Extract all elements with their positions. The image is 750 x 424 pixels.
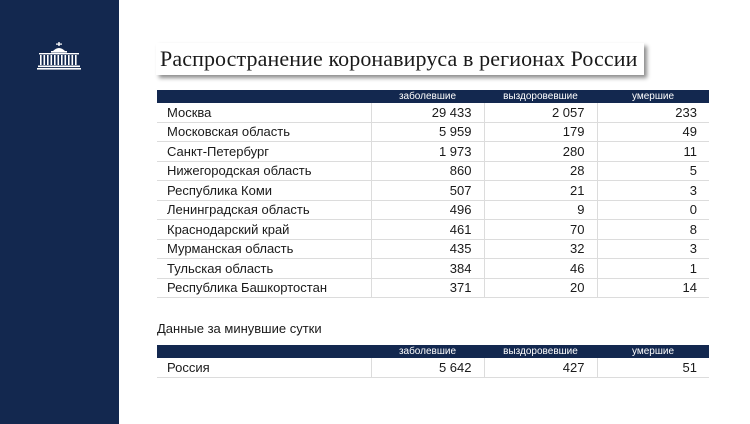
- recovered-cell: 70: [484, 220, 597, 240]
- table-row: [157, 259, 709, 279]
- table-row: [157, 239, 709, 259]
- region-name-cell: Ленинградская область: [157, 200, 371, 220]
- table-row: [157, 122, 709, 142]
- table-row: [157, 358, 709, 377]
- region-name-cell: Россия: [157, 358, 371, 377]
- cases-cell: 5 642: [371, 358, 484, 377]
- recovered-cell: 9: [484, 200, 597, 220]
- header-region: [157, 90, 371, 103]
- table-row: [157, 142, 709, 162]
- deaths-cell: 233: [597, 103, 709, 122]
- regions-table: [157, 90, 709, 298]
- deaths-cell: 11: [597, 142, 709, 162]
- header-cases: заболевшие: [371, 90, 484, 103]
- region-name-cell: Краснодарский край: [157, 220, 371, 240]
- deaths-cell: 51: [597, 358, 709, 377]
- deaths-cell: 3: [597, 239, 709, 259]
- region-name-cell: Тульская область: [157, 259, 371, 279]
- deaths-cell: 49: [597, 122, 709, 142]
- daily-header-row: [157, 345, 709, 358]
- government-building-icon: [37, 42, 81, 70]
- table-row: [157, 200, 709, 220]
- region-name-cell: Санкт-Петербург: [157, 142, 371, 162]
- header-deaths: умершие: [597, 90, 709, 103]
- recovered-cell: 179: [484, 122, 597, 142]
- cases-cell: 507: [371, 181, 484, 201]
- recovered-cell: 32: [484, 239, 597, 259]
- table-row: [157, 278, 709, 298]
- table-row: [157, 220, 709, 240]
- header-deaths: умершие: [597, 345, 709, 358]
- recovered-cell: 2 057: [484, 103, 597, 122]
- regions-header-row: [157, 90, 709, 103]
- recovered-cell: 20: [484, 278, 597, 298]
- cases-cell: 384: [371, 259, 484, 279]
- recovered-cell: 280: [484, 142, 597, 162]
- region-name-cell: Москва: [157, 103, 371, 122]
- sidebar: [0, 0, 119, 424]
- deaths-cell: 8: [597, 220, 709, 240]
- region-name-cell: Мурманская область: [157, 239, 371, 259]
- region-name-cell: Московская область: [157, 122, 371, 142]
- table-row: [157, 181, 709, 201]
- recovered-cell: 21: [484, 181, 597, 201]
- daily-subtitle: Данные за минувшие сутки: [157, 321, 322, 336]
- header-recovered: выздоровевшие: [484, 90, 597, 103]
- deaths-cell: 14: [597, 278, 709, 298]
- cases-cell: 860: [371, 161, 484, 181]
- deaths-cell: 0: [597, 200, 709, 220]
- header-cases: заболевшие: [371, 345, 484, 358]
- recovered-cell: 46: [484, 259, 597, 279]
- recovered-cell: 427: [484, 358, 597, 377]
- header-recovered: выздоровевшие: [484, 345, 597, 358]
- cases-cell: 29 433: [371, 103, 484, 122]
- deaths-cell: 3: [597, 181, 709, 201]
- region-name-cell: Нижегородская область: [157, 161, 371, 181]
- daily-table: [157, 345, 709, 378]
- region-name-cell: Республика Башкортостан: [157, 278, 371, 298]
- region-name-cell: Республика Коми: [157, 181, 371, 201]
- page-title: Распространение коронавируса в регионах России: [160, 46, 638, 71]
- cases-cell: 435: [371, 239, 484, 259]
- table-row: [157, 161, 709, 181]
- deaths-cell: 1: [597, 259, 709, 279]
- deaths-cell: 5: [597, 161, 709, 181]
- header-region: [157, 345, 371, 358]
- recovered-cell: 28: [484, 161, 597, 181]
- table-row: [157, 103, 709, 122]
- title-box: [156, 43, 644, 75]
- cases-cell: 5 959: [371, 122, 484, 142]
- cases-cell: 1 973: [371, 142, 484, 162]
- cases-cell: 496: [371, 200, 484, 220]
- cases-cell: 371: [371, 278, 484, 298]
- cases-cell: 461: [371, 220, 484, 240]
